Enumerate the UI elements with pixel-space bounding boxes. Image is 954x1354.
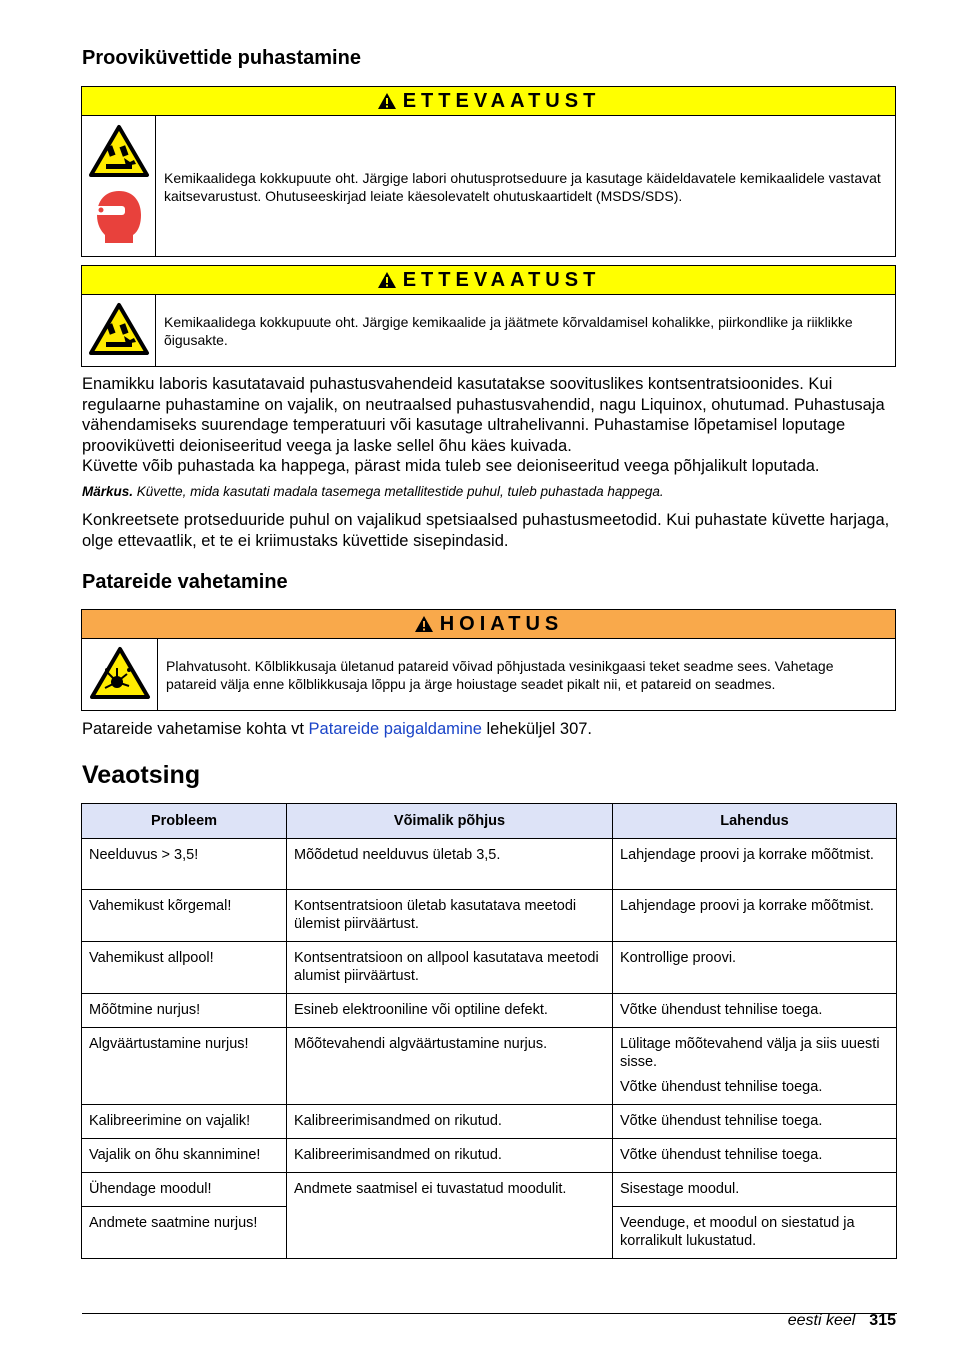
chemical-hazard-icon: [88, 124, 150, 183]
eye-protection-icon: [93, 189, 145, 250]
footer-divider: [82, 1313, 897, 1314]
solution-cell: Lahjendage proovi ja korrake mõõtmist.: [613, 890, 897, 942]
solution-cell: Veenduge, et moodul on siestatud ja korralikult lukustatud.: [613, 1207, 897, 1259]
table-row: [82, 942, 897, 994]
page-number: 315: [869, 1312, 896, 1329]
cause-cell: Esineb elektrooniline või optiline defekt.: [287, 994, 613, 1028]
cause-cell: Kalibreerimisandmed on rikutud.: [287, 1105, 613, 1139]
cleaning-paragraph-3: Konkreetsete protseduuride puhul on vajalikud spetsiaalsed puhastusmeetodid. Kui puhastate küvette harjaga, olge ettevaatlik, et te ei kriimustaks küvettide sisepindasid.: [82, 511, 890, 550]
table-row: [82, 994, 897, 1028]
note-text: Küvette, mida kasutati madala tasemega metallitestide puhul, tuleb puhastada happega.: [136, 484, 664, 499]
caution-header: [82, 266, 895, 295]
battery-reference: [82, 719, 898, 740]
warning-icons: [82, 639, 158, 711]
cause-cell: Mõõdetud neelduvus ületab 3,5.: [287, 839, 613, 890]
warning-header: [82, 610, 895, 639]
cause-cell: Kalibreerimisandmed on rikutud.: [287, 1139, 613, 1173]
table-row: [82, 1173, 897, 1207]
table-row: [82, 839, 897, 890]
reference-prefix: Patareide vahetamise kohta vt: [82, 720, 309, 738]
solution-cell: Sisestage moodul.: [613, 1173, 897, 1207]
cause-cell: Kontsentratsioon ületab kasutatava meetodi ülemist piirväärtust.: [287, 890, 613, 942]
note-label: Märkus.: [82, 484, 134, 499]
section-title-battery-replacement: Patareide vahetamine: [82, 571, 288, 593]
solution-line: Võtke ühendust tehnilise toega.: [620, 1079, 823, 1095]
table-row: [82, 1139, 897, 1173]
problem-cell: Vahemikust allpool!: [82, 942, 287, 994]
solution-cell: Lahjendage proovi ja korrake mõõtmist.: [613, 839, 897, 890]
warning-triangle-icon: [414, 615, 434, 633]
table-row: [82, 890, 897, 942]
cleaning-paragraph-1: Enamikku laboris kasutatavaid puhastusvahendeid kasutatakse soovituslikes kontsentratsioonides. Kui regulaarne puhastamine on vajalik, on neutraalsed puhastusvahendid, nagu Liquinox, ohutumad. Puhastusaja vähendamiseks suurendage temperatuuri või kasutage ultrahelivanni. Puhastamise lõpetamisel loputage prooviküvetti deioniseeritud veega ja laske sellel õhu käes kuivada.: [82, 375, 885, 455]
warning-triangle-icon: [377, 271, 397, 289]
warning-heading: HOIATUS: [439, 612, 564, 635]
warning-box-explosion: [81, 609, 896, 711]
solution-line: Lülitage mõõtevahend välja ja siis uuesti sisse.: [620, 1036, 880, 1070]
cause-cell: Kontsentratsioon on allpool kasutatava meetodi alumist piirväärtust.: [287, 942, 613, 994]
caution-heading: ETTEVAATUST: [402, 89, 601, 112]
table-row: [82, 1028, 897, 1105]
solution-cell: Võtke ühendust tehnilise toega.: [613, 1139, 897, 1173]
table-header-row: [82, 804, 897, 839]
section-title-cuvette-cleaning: Prooviküvettide puhastamine: [82, 47, 361, 69]
section-title-troubleshooting: Veaotsing: [82, 761, 201, 789]
battery-install-link[interactable]: Patareide paigaldamine: [308, 720, 482, 738]
caution-text: Kemikaalidega kokkupuute oht. Järgige labori ohutusprotseduure ja kasutage käideldavatele kemikaalidele vastavat kaitsevarustust. Ohutuseeskirjad leiate käesolevatelt ohutuskaartidelt (MSDS/SDS).: [164, 169, 881, 204]
caution-icons: [82, 295, 156, 367]
cleaning-paragraph-2: Küvette võib puhastada ka happega, pärast mida tuleb see deioniseeritud veega põhjalikult loputada.: [82, 457, 820, 475]
problem-cell: Mõõtmine nurjus!: [82, 994, 287, 1028]
solution-cell: [613, 1028, 897, 1105]
caution-icons: [82, 116, 156, 257]
caution-box-disposal: [81, 265, 896, 367]
problem-cell: Algväärtustamine nurjus!: [82, 1028, 287, 1105]
problem-cell: Neelduvus > 3,5!: [82, 839, 287, 890]
cause-cell: Mõõtevahendi algväärtustamine nurjus.: [287, 1028, 613, 1105]
column-header-solution: Lahendus: [613, 804, 897, 839]
chemical-hazard-icon: [88, 302, 150, 361]
solution-cell: Võtke ühendust tehnilise toega.: [613, 1105, 897, 1139]
column-header-cause: Võimalik põhjus: [287, 804, 613, 839]
caution-text: Kemikaalidega kokkupuute oht. Järgige kemikaalide ja jäätmete kõrvaldamisel kohalikke, piirkondlike ja riiklikke õigusakte.: [164, 314, 853, 348]
warning-text: Plahvatusoht. Kõlblikkusaja ületanud patareid võivad põhjustada vesinikgaasi teket seadme sees. Vahetage patareid välja enne kõlblikkusaja lõppu ja ärge hoiustage seadet pikalt nii, et patareid on seadmes.: [166, 658, 834, 692]
note: [82, 484, 898, 499]
explosion-hazard-icon: [89, 646, 151, 705]
reference-suffix: leheküljel 307.: [481, 720, 592, 738]
footer-language: eesti keel: [787, 1312, 856, 1329]
caution-heading: ETTEVAATUST: [402, 268, 601, 291]
problem-cell: Ühendage moodul!: [82, 1173, 287, 1207]
problem-cell: Kalibreerimine on vajalik!: [82, 1105, 287, 1139]
problem-cell: Vahemikust kõrgemal!: [82, 890, 287, 942]
caution-box-chemical: [81, 86, 896, 257]
troubleshooting-table: [81, 803, 897, 1259]
problem-cell: Vajalik on õhu skannimine!: [82, 1139, 287, 1173]
solution-cell: Võtke ühendust tehnilise toega.: [613, 994, 897, 1028]
warning-triangle-icon: [377, 92, 397, 110]
problem-cell: Andmete saatmine nurjus!: [82, 1207, 287, 1259]
column-header-problem: Probleem: [82, 804, 287, 839]
solution-cell: Kontrollige proovi.: [613, 942, 897, 994]
cause-cell: Andmete saatmisel ei tuvastatud moodulit.: [287, 1173, 613, 1259]
table-row: [82, 1105, 897, 1139]
page-footer: [788, 1312, 896, 1330]
caution-header: [82, 87, 895, 116]
